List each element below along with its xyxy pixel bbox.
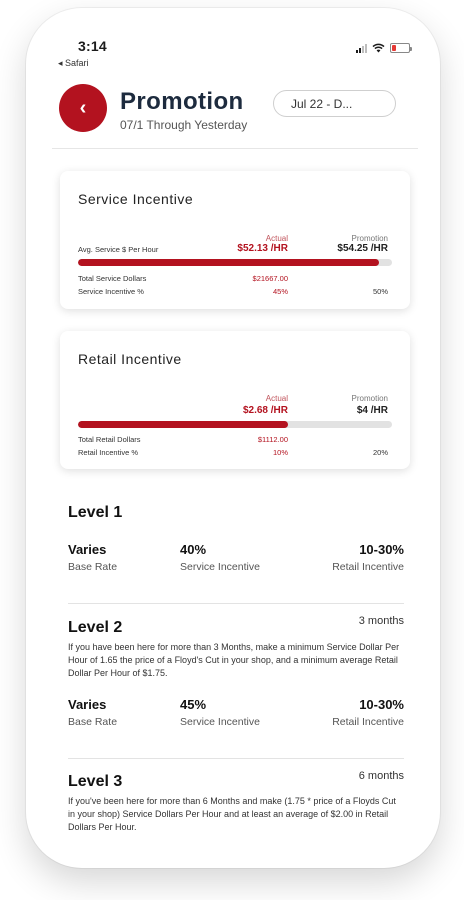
page-subtitle: 07/1 Through Yesterday (120, 118, 248, 132)
retail-incentive-label: Retail Incentive (332, 716, 404, 728)
level-divider (68, 603, 404, 604)
service-incentive-value: 45% (180, 697, 207, 712)
wifi-icon (372, 43, 385, 53)
base-rate-value: Varies (68, 697, 107, 712)
signal-icon (356, 43, 367, 53)
app-screen (26, 8, 440, 868)
level-description: If you have been here for more than 3 Months, make a minimum Service Dollar Per Hour of 1.65 the price of a Floyd's Cut in your shop, and a minimum average Retail Dollar Per Hour of $1.75. (68, 642, 400, 678)
row-actual-value: 45% (272, 287, 288, 296)
retail-incentive-value: 10-30% (359, 542, 404, 557)
back-button[interactable]: ‹ (59, 84, 107, 132)
row-label: Total Service Dollars (78, 274, 147, 283)
service-incentive-value: 40% (180, 542, 207, 557)
date-range-select[interactable]: Jul 22 - D... (273, 90, 396, 117)
retail-progress-bar (78, 421, 392, 428)
service-incentive-card (60, 171, 410, 309)
promotion-heading: Promotion (351, 234, 388, 243)
retail-incentive-card (60, 331, 410, 469)
row-label: Retail Incentive % (78, 448, 139, 457)
battery-icon (390, 43, 410, 53)
base-rate-value: Varies (68, 542, 107, 557)
retail-incentive-label: Retail Incentive (332, 561, 404, 573)
level-title: Level 1 (68, 504, 123, 521)
service-incentive-label: Service Incentive (180, 716, 260, 728)
phone-frame (26, 8, 440, 868)
level-title: Level 3 (68, 773, 123, 790)
service-incentive-label: Service Incentive (180, 561, 260, 573)
actual-value: $2.68 /HR (242, 405, 288, 416)
row-promotion-value: 50% (372, 287, 388, 296)
card-title: Service Incentive (78, 191, 194, 207)
level-title: Level 2 (68, 619, 123, 636)
actual-heading: Actual (265, 234, 288, 243)
row-actual-value: $1112.00 (257, 435, 288, 444)
service-progress-bar (78, 259, 392, 266)
level-description: If you've been here for more than 6 Months and make (1.75 * price of a Floyds Cut in your shop) Service Dollars Per Hour and at least an average of $2.00 in Retail Dollars Per Hour. (68, 796, 396, 832)
base-rate-label: Base Rate (68, 716, 118, 728)
actual-value: $52.13 /HR (237, 243, 288, 254)
page-title: Promotion (120, 88, 244, 115)
row-promotion-value: 20% (372, 448, 388, 457)
level-duration: 6 months (358, 770, 404, 782)
row-actual-value: $21667.00 (252, 274, 288, 283)
promotion-value: $54.25 /HR (337, 243, 388, 254)
actual-heading: Actual (265, 394, 288, 403)
row-label: Service Incentive % (78, 287, 144, 296)
back-to-safari-link[interactable]: ◂ Safari (58, 58, 89, 68)
row-actual-value: 10% (272, 448, 288, 457)
card-title: Retail Incentive (78, 351, 182, 367)
level-duration: 3 months (358, 615, 404, 627)
header-divider (52, 148, 418, 149)
promotion-value: $4 /HR (356, 405, 388, 416)
status-icons (356, 43, 410, 53)
retail-incentive-value: 10-30% (359, 697, 404, 712)
base-rate-label: Base Rate (68, 561, 118, 573)
level-divider (68, 758, 404, 759)
promotion-heading: Promotion (351, 394, 388, 403)
progress-fill (78, 259, 379, 266)
progress-fill (78, 421, 288, 428)
metric-label: Avg. Service $ Per Hour (78, 245, 159, 254)
status-time: 3:14 (78, 38, 107, 54)
row-label: Total Retail Dollars (78, 435, 141, 444)
